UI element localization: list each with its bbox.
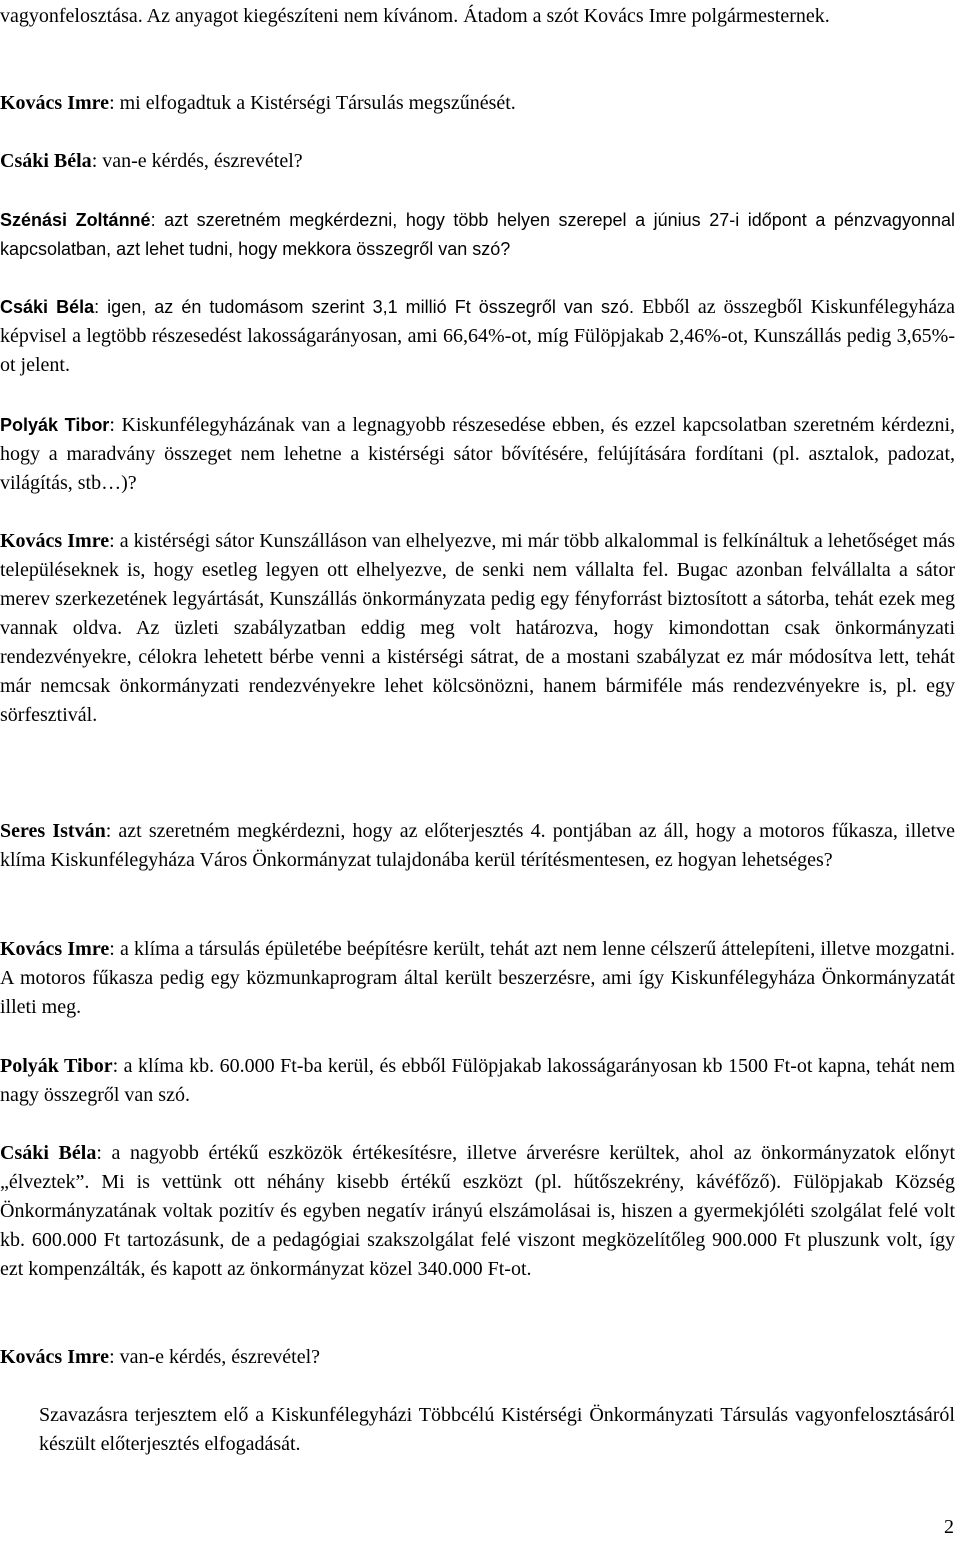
paragraph-text: vagyonfelosztása. Az anyagot kiegészíteni nem kívánom. Átadom a szót Kovács Imre polgármesternek.	[0, 5, 830, 27]
paragraph-seres	[0, 817, 955, 875]
paragraph-text: : a klíma a társulás épületébe beépítésre került, tehát azt nem lenne célszerű áttelepíteni, illetve mozgatni. A motoros fűkasza pedig egy közmunkaprogram által került beszerzésre, ami így Kiskunfélegyháza Önkormányzatát illeti meg.	[0, 938, 956, 1018]
paragraph-kovacs-2	[0, 527, 955, 730]
speaker-name: Kovács Imre	[0, 1346, 110, 1368]
paragraph-text: : azt szeretném megkérdezni, hogy több helyen szerepel a június 27-i időpont a pénzvagyonnal kapcsolatban, azt lehet tudni, hogy mekkora összegről van szó?	[0, 210, 955, 259]
paragraph-text: : van-e kérdés, észrevétel?	[91, 150, 303, 172]
speaker-name: Csáki Béla	[0, 297, 95, 317]
paragraph-kovacs-3	[0, 935, 955, 1022]
speaker-name: Kovács Imre	[0, 92, 110, 114]
paragraph-szenasi	[0, 206, 955, 264]
speaker-name: Kovács Imre	[0, 938, 110, 960]
paragraph-text: : van-e kérdés, észrevétel?	[109, 1346, 321, 1368]
speaker-name: Kovács Imre	[0, 530, 110, 552]
speaker-name: Seres István	[0, 820, 106, 842]
paragraph-text: : Kiskunfélegyházának van a legnagyobb részesedése ebben, és ezzel kapcsolatban szeretném kérdezni, hogy a maradvány összeget nem lehetne a kistérségi sátor bővítésére, felújítására fordítani (pl. asztalok, padozat, világítás, stb…)?	[0, 414, 956, 494]
paragraph-motion	[39, 1401, 955, 1459]
paragraph-text: : a nagyobb értékű eszközök értékesítésre, illetve árverésre kerültek, ahol az önkormányzatok előnyt „élveztek”. Mi is vettünk ott néhány kisebb értékű eszközt (pl. hűtőszekrény, kávéfőző). Fülöpjakab Község Önkormányzatának voltak pozitív és egyben negatív irányú elszámolásai is, hiszen a gyermekjóléti szolgálat felé volt kb. 600.000 Ft tartozásunk, de a pedagógiai szakszolgálat felé viszont megközelítőleg 900.000 Ft pluszunk volt, így ezt kompenzálták, és kapott az önkormányzat közel 340.000 Ft-ot.	[0, 1142, 955, 1280]
paragraph-polyak-2	[0, 1052, 955, 1110]
paragraph-polyak-1	[0, 411, 955, 498]
paragraph-csaki-2	[0, 293, 955, 380]
paragraph-csaki-3	[0, 1139, 955, 1284]
speaker-name: Polyák Tibor	[0, 1055, 113, 1077]
speaker-name: Polyák Tibor	[0, 415, 110, 435]
paragraph-text-part-b: Ebből az összegből Kiskunfélegyháza képvisel a legtöbb részesedést lakosságarányosan, ami 66,64%-ot, míg Fülöpjakab 2,46%-ot, Kunszállás pedig 3,65%-ot jelent.	[0, 296, 955, 376]
paragraph-text: : azt szeretném megkérdezni, hogy az előterjesztés 4. pontjában az áll, hogy a motoros fűkasza, illetve klíma Kiskunfélegyháza Város Önkormányzat tulajdonába kerül térítésmentesen, ez hogyan lehetséges?	[0, 820, 955, 871]
speaker-name: Csáki Béla	[0, 1142, 97, 1164]
paragraph-text: : mi elfogadtuk a Kistérségi Társulás megszűnését.	[109, 92, 516, 114]
paragraph-kovacs-4	[0, 1343, 955, 1372]
speaker-name: Szénási Zoltánné	[0, 210, 151, 230]
speaker-name: Csáki Béla	[0, 150, 92, 172]
paragraph-text: : a klíma kb. 60.000 Ft-ba kerül, és ebből Fülöpjakab lakosságarányosan kb 1500 Ft-ot kapna, tehát nem nagy összegről van szó.	[0, 1055, 956, 1106]
paragraph-kovacs-1	[0, 89, 955, 118]
page-number: 2	[944, 1516, 954, 1538]
paragraph-text: : a kistérségi sátor Kunszálláson van elhelyezve, mi már több alkalommal is felkínáltuk a lehetőséget más településeknek is, hogy esetleg legyen ott elhelyezve, de senki nem vállalta fel. Bugac azonban felvállalta a sátor merev szerkezetének legyártását, Kunszállás önkormányzata pedig egy fényforrást biztosított a sátorba, tehát ezek meg vannak oldva. Az üzleti szabályzatban eddig meg volt határozva, hogy kimondottan csak önkormányzati rendezvényekre, célokra lehetett bérbe venni a kistérségi sátrat, de a mostani szabályzat ez már módosítva lett, tehát már nemcsak önkormányzati rendezvényekre lehet kölcsönözni, hanem bármiféle más rendezvényekre is, pl. egy sörfesztivál.	[0, 530, 955, 726]
paragraph-intro	[0, 2, 955, 31]
paragraph-text: Szavazásra terjesztem elő a Kiskunfélegyházi Többcélú Kistérségi Önkormányzati Társulás vagyonfelosztásáról készült előterjesztés elfogadását.	[39, 1404, 955, 1455]
paragraph-text-part-a: : igen, az én tudomásom szerint 3,1 millió Ft összegről van szó.	[94, 297, 634, 317]
paragraph-csaki-1	[0, 147, 955, 176]
